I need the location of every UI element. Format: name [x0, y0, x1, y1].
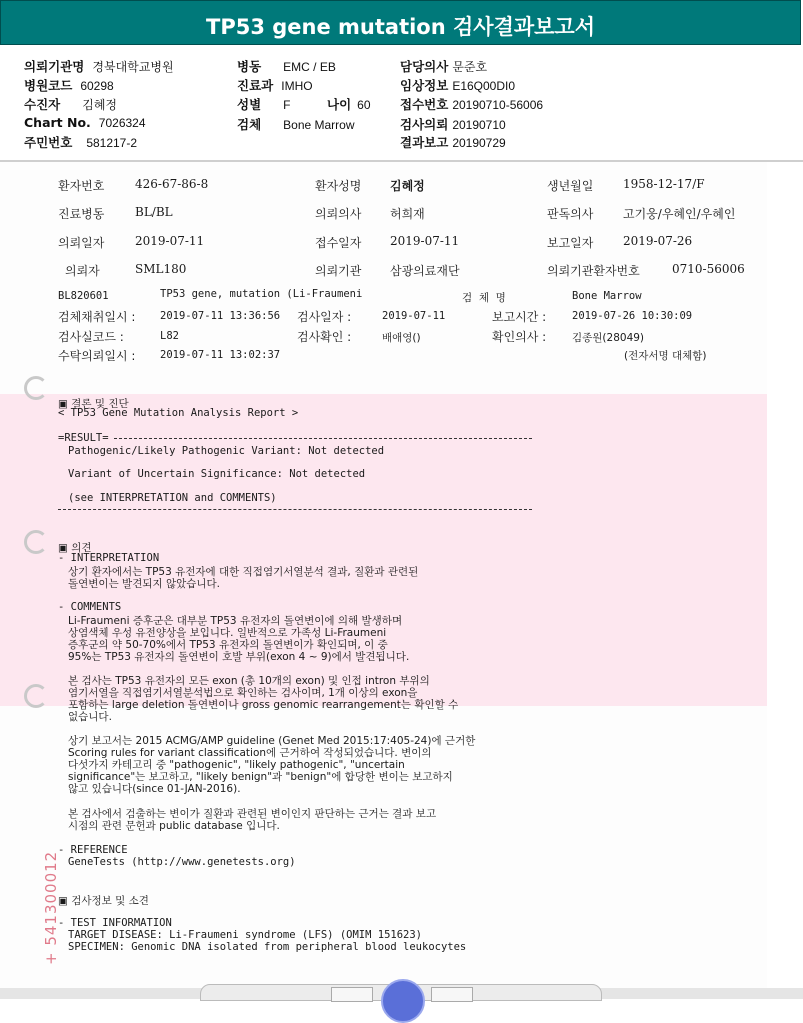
- ward-scan-value: BL/BL: [135, 205, 173, 219]
- patient-value: 김혜정: [82, 98, 118, 112]
- report-title-bar: [0, 0, 801, 45]
- rrn-field: [24, 133, 137, 151]
- patient-no-label: 환자번호: [58, 179, 105, 193]
- lab-code-value: L82: [160, 330, 179, 342]
- patient-name-value: 김혜정: [390, 179, 425, 193]
- dept-label: 진료과: [237, 78, 274, 93]
- comments-line: 않고 있습니다(since 01-JAN-2016).: [68, 783, 241, 795]
- hospital-field: [24, 57, 174, 75]
- comments-line: 포함하는 large deletion 돌연변이나 gross genomic rearrangement는 확인할 수: [68, 699, 459, 711]
- report-date-field: [400, 133, 506, 151]
- test-name: TP53 gene, mutation (Li-Fraumeni: [160, 288, 363, 300]
- ward-label: 병동: [237, 59, 262, 74]
- binder-hole-2: [24, 530, 48, 554]
- patient-no-value: 426-67-86-8: [135, 177, 209, 191]
- receipt-date-value: 2019-07-11: [390, 234, 460, 248]
- next-page-button[interactable]: [431, 987, 473, 1002]
- rrn-label: 주민번호: [24, 135, 73, 150]
- comments-line: Li-Fraumeni 증후군은 대부분 TP53 유전자의 돌연변이에 의해 발생하며: [68, 615, 403, 627]
- req-date-value: 2019-07-11: [135, 234, 205, 248]
- specimen-name-label: 검 체 명: [462, 292, 506, 304]
- birth-value: 1958-12-17/F: [623, 177, 705, 191]
- doctor-field: [400, 57, 487, 75]
- requester-value: SML180: [135, 262, 187, 276]
- req-doctor-value: 허희재: [390, 207, 425, 221]
- age-label: 나이: [327, 97, 352, 112]
- report-time-label: 보고시간 :: [492, 310, 547, 324]
- interpretation-heading: - INTERPRETATION: [58, 552, 160, 564]
- comments-line: 다섯가지 카테고리 중 "pathogenic", "likely pathogenic", "uncertain: [68, 759, 405, 771]
- hospital-code-field: [24, 76, 114, 94]
- req-doctor-label: 의뢰의사: [315, 207, 362, 221]
- specimen-label: 검체: [237, 117, 262, 132]
- reference-link: GeneTests (http://www.genetests.org): [68, 856, 296, 868]
- binder-hole-1: [24, 376, 48, 400]
- request-date-field: [400, 115, 506, 133]
- birth-label: 생년월일: [547, 179, 594, 193]
- hospital-code-label: 병원코드: [24, 78, 73, 93]
- collect-label: 검체채취일시 :: [58, 310, 136, 324]
- patient-field: [24, 95, 117, 113]
- prev-page-button[interactable]: [331, 987, 373, 1002]
- confirm-label: 검사확인 :: [297, 330, 352, 344]
- specimen-info: SPECIMEN: Genomic DNA isolated from peripheral blood leukocytes: [68, 941, 467, 953]
- sex-value: F: [283, 98, 291, 112]
- comments-line: 상기 보고서는 2015 ACMG/AMP guideline (Genet Med 2015:17:405-24)에 근거한: [68, 735, 476, 747]
- specimen-name-value: Bone Marrow: [572, 290, 642, 302]
- report-time-value: 2019-07-26 10:30:09: [572, 310, 693, 322]
- chart-no-value: 7026324: [98, 116, 146, 130]
- specimen-value: Bone Marrow: [283, 118, 355, 132]
- dept-field: [237, 76, 313, 94]
- request-date-value: 20190710: [452, 118, 506, 132]
- comments-line: 본 검사에서 검출하는 변이가 질환과 관련된 변이인지 판단하는 근거는 결과 보고: [68, 808, 437, 820]
- req-org-patient-label: 의뢰기관환자번호: [547, 264, 640, 278]
- result-see-note: (see INTERPRETATION and COMMENTS): [68, 492, 277, 504]
- page-indicator-icon[interactable]: [381, 979, 425, 1023]
- target-disease: TARGET DISEASE: Li-Fraumeni syndrome (LFS) (OMIM 151623): [68, 929, 423, 941]
- sex-field: [237, 95, 291, 113]
- report-date-value: 20190729: [452, 136, 506, 150]
- req-org-value: 삼광의료재단: [390, 264, 460, 278]
- reference-heading: - REFERENCE: [58, 844, 128, 856]
- report-heading: < TP53 Gene Mutation Analysis Report >: [58, 407, 299, 419]
- comments-line: 염기서열을 직접염기서열분석법으로 확인하는 검사이며, 1개 이상의 exon을: [68, 687, 418, 699]
- confirm-doctor-label: 확인의사 :: [492, 330, 547, 344]
- dept-value: IMHO: [281, 79, 313, 93]
- chart-no-label: Chart No.: [24, 115, 91, 130]
- section-test-info: ▣ 검사정보 및 소견: [58, 895, 149, 907]
- comments-heading: - COMMENTS: [58, 601, 122, 613]
- doctor-value: 문준호: [452, 60, 488, 74]
- patient-name-label: 환자성명: [315, 179, 362, 193]
- comments-line: 본 검사는 TP53 유전자의 모든 exon (총 10개의 exon) 및 인접 intron 부위의: [68, 675, 430, 687]
- clinical-info-label: 임상정보: [400, 78, 449, 93]
- sex-label: 성별: [237, 97, 262, 112]
- outsource-value: 2019-07-11 13:02:37: [160, 349, 281, 361]
- ward-field: [237, 57, 336, 75]
- binder-hole-3: [24, 684, 48, 708]
- test-code: BL820601: [58, 290, 109, 302]
- ward-scan-label: 진료병동: [58, 207, 105, 221]
- hospital-value: 경북대학교병원: [92, 60, 174, 74]
- req-org-patient-value: 0710-56006: [672, 262, 745, 276]
- hospital-label: 의뢰기관명: [24, 59, 85, 74]
- exam-date-label: 검사일자 :: [297, 310, 352, 324]
- req-org-label: 의뢰기관: [315, 264, 362, 278]
- exam-date-value: 2019-07-11: [382, 310, 446, 322]
- comments-line: 증후군의 약 50-70%에서 TP53 유전자의 돌연변이가 확인되며, 이 중: [68, 639, 388, 651]
- rrn-value: 581217-2: [86, 136, 138, 150]
- clinical-info-field: [400, 76, 515, 94]
- comments-line: 상염색체 우성 유전양상을 보입니다. 일반적으로 가족성 Li-Fraumeni: [68, 627, 387, 639]
- reader-label: 판독의사: [547, 207, 594, 221]
- confirm-value: 배애영(): [382, 332, 421, 344]
- side-barcode-number: + 541300012: [42, 850, 60, 965]
- clinical-info-value: E16Q00DI0: [452, 79, 516, 93]
- comments-line: Scoring rules for variant classification에 근거하여 작성되었습니다. 변이의: [68, 747, 432, 759]
- result-rule-top: [114, 438, 532, 439]
- chart-no-field: [24, 115, 146, 130]
- confirm-doctor-value: 김종원(28049): [572, 332, 645, 344]
- esign-note: (전자서명 대체함): [624, 350, 707, 362]
- test-info-heading: - TEST INFORMATION: [58, 917, 172, 929]
- scanned-report[interactable]: [0, 162, 767, 988]
- lab-code-label: 검사실코드 :: [58, 330, 124, 344]
- requester-label: 의뢰자: [65, 264, 100, 278]
- comments-line: 없습니다.: [68, 711, 112, 723]
- report-title: TP53 gene mutation 검사결과보고서: [206, 15, 595, 39]
- request-date-label: 검사의뢰: [400, 117, 449, 132]
- section-conclusion: ▣ 결론 및 진단: [58, 398, 129, 410]
- report-day-value: 2019-07-26: [623, 234, 693, 248]
- receipt-date-label: 접수일자: [315, 236, 362, 250]
- reader-value: 고기웅/우혜인/우혜인: [623, 207, 736, 221]
- result-vus: Variant of Uncertain Significance: Not detected: [68, 468, 366, 480]
- req-date-label: 의뢰일자: [58, 236, 105, 250]
- age-value: 60: [357, 98, 371, 112]
- comments-line: significance"는 보고하고, "likely benign"과 "benign"에 합당한 변이는 보고하지: [68, 771, 453, 783]
- ward-value: EMC / EB: [283, 60, 336, 74]
- hospital-code-value: 60298: [80, 79, 114, 93]
- page-navigator[interactable]: [200, 984, 602, 1001]
- result-pathogenic: Pathogenic/Likely Pathogenic Variant: Not detected: [68, 445, 385, 457]
- collect-value: 2019-07-11 13:36:56: [160, 310, 281, 322]
- report-date-label: 결과보고: [400, 135, 449, 150]
- accession-label: 접수번호: [400, 97, 449, 112]
- comments-line: 시점의 관련 문헌과 public database 입니다.: [68, 820, 280, 832]
- doctor-label: 담당의사: [400, 59, 449, 74]
- specimen-field: [237, 115, 355, 133]
- interpretation-line: 돌연변이는 발견되지 않았습니다.: [68, 578, 221, 590]
- report-day-label: 보고일자: [547, 236, 594, 250]
- result-rule-bottom: [58, 509, 532, 510]
- accession-field: [400, 95, 543, 113]
- result-heading: =RESULT=: [58, 432, 109, 444]
- comments-line: 95%는 TP53 유전자의 돌연변이 호발 부위(exon 4 ~ 9)에서 발견됩니다.: [68, 651, 410, 663]
- patient-label: 수진자: [24, 97, 61, 112]
- accession-value: 20190710-56006: [452, 98, 544, 112]
- age-field: [327, 95, 371, 113]
- interpretation-line: 상기 환자에서는 TP53 유전자에 대한 직접염기서열분석 결과, 질환과 관련된: [68, 566, 419, 578]
- section-opinion: ▣ 의견: [58, 542, 92, 554]
- outsource-label: 수탁의뢰일시 :: [58, 349, 136, 363]
- vertical-scrollbar[interactable]: [767, 162, 803, 988]
